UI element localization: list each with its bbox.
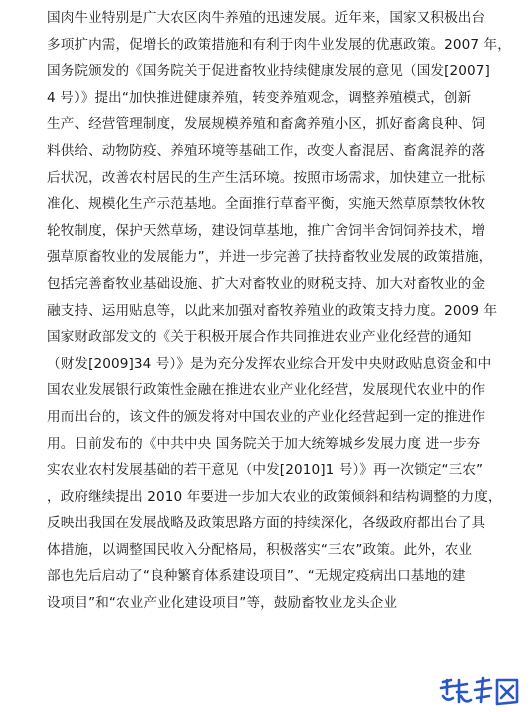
text-line: 料供给、动物防疫、养殖环境等基础工作，改变人畜混居、畜禽混养的落 [47, 142, 486, 159]
text-line: 轮牧制度，保护天然草场，建设饲草基地，推广舍饲半舍饲饲养技术，增 [47, 222, 486, 239]
text-line: 包括完善畜牧业基础设施、扩大对畜牧业的财税支持、加大对畜牧业的金 [47, 275, 486, 292]
text-line: 强草原畜牧业的发展能力”，并进一步完善了扶持畜牧业发展的政策措施， [47, 249, 493, 266]
text-line: 反映出我国在发展战略及政策思路方面的持续深化，各级政府都出台了具 [47, 515, 486, 532]
text-line: 实农业农村发展基础的若干意见（中发[2010]1 号）》再一次锁定“三农” [47, 462, 484, 479]
text-line: 4 号）》提出“加快推进健康养殖，转变养殖观念，调整养殖模式，创新 [47, 89, 472, 106]
text-line: 设项目”和“农业产业化建设项目”等，鼓励畜牧业龙头企业 [47, 595, 398, 612]
text-line: 国农业发展银行政策性金融在推进农业产业化经营，发展现代农业中的作 [47, 382, 486, 399]
watermark-logo-icon [437, 674, 523, 710]
text-line: 体措施，以调整国民收入分配格局，积极落实“三农”政策。此外，农业 [47, 541, 473, 558]
text-line: 用。日前发布的《中共中央 国务院关于加大统筹城乡发展力度 进一步夯 [47, 435, 481, 452]
text-line: 国务院颁发的《国务院关于促进畜牧业持续健康发展的意见（国发[2007] [47, 63, 490, 80]
text-line: 融支持、运用贴息等，以此来加强对畜牧养殖业的政策支持力度。2009 年 [47, 302, 498, 319]
text-line: （财发[2009]34 号）》是为充分发挥农业综合开发中央财政贴息资金和中 [47, 355, 492, 372]
text-line: ，政府继续提出 2010 年要进一步加大农业的政策倾斜和结构调整的力度， [47, 488, 502, 505]
text-line: 多项扩内需，促增长的政策措施和有利于肉牛业发展的优惠政策。2007 年， [47, 36, 511, 53]
body-text [47, 5, 525, 617]
watermark-logo [437, 674, 523, 710]
text-line: 国家财政部发文的《关于积极开展合作共同推进农业产业化经营的通知 [47, 329, 472, 346]
text-line: 部也先后启动了“良种繁育体系建设项目”、“无规定疫病出口基地的建 [47, 568, 466, 585]
text-line: 国肉牛业特别是广大农区肉牛养殖的迅速发展。近年来，国家又积极出台 [47, 10, 486, 26]
text-line: 生产、经营管理制度，发展规模养殖和畜禽养殖小区，抓好畜禽良种、饲 [47, 116, 486, 133]
text-line: 用而出台的，该文件的颁发将对中国农业的产业化经营起到一定的推进作 [47, 408, 486, 425]
text-line: 后状况，改善农村居民的生产生活环境。按照市场需求，加快建立一批标 [47, 169, 486, 186]
text-line: 准化、规模化生产示范基地。全面推行草畜平衡，实施天然草原禁牧休牧 [47, 196, 486, 213]
